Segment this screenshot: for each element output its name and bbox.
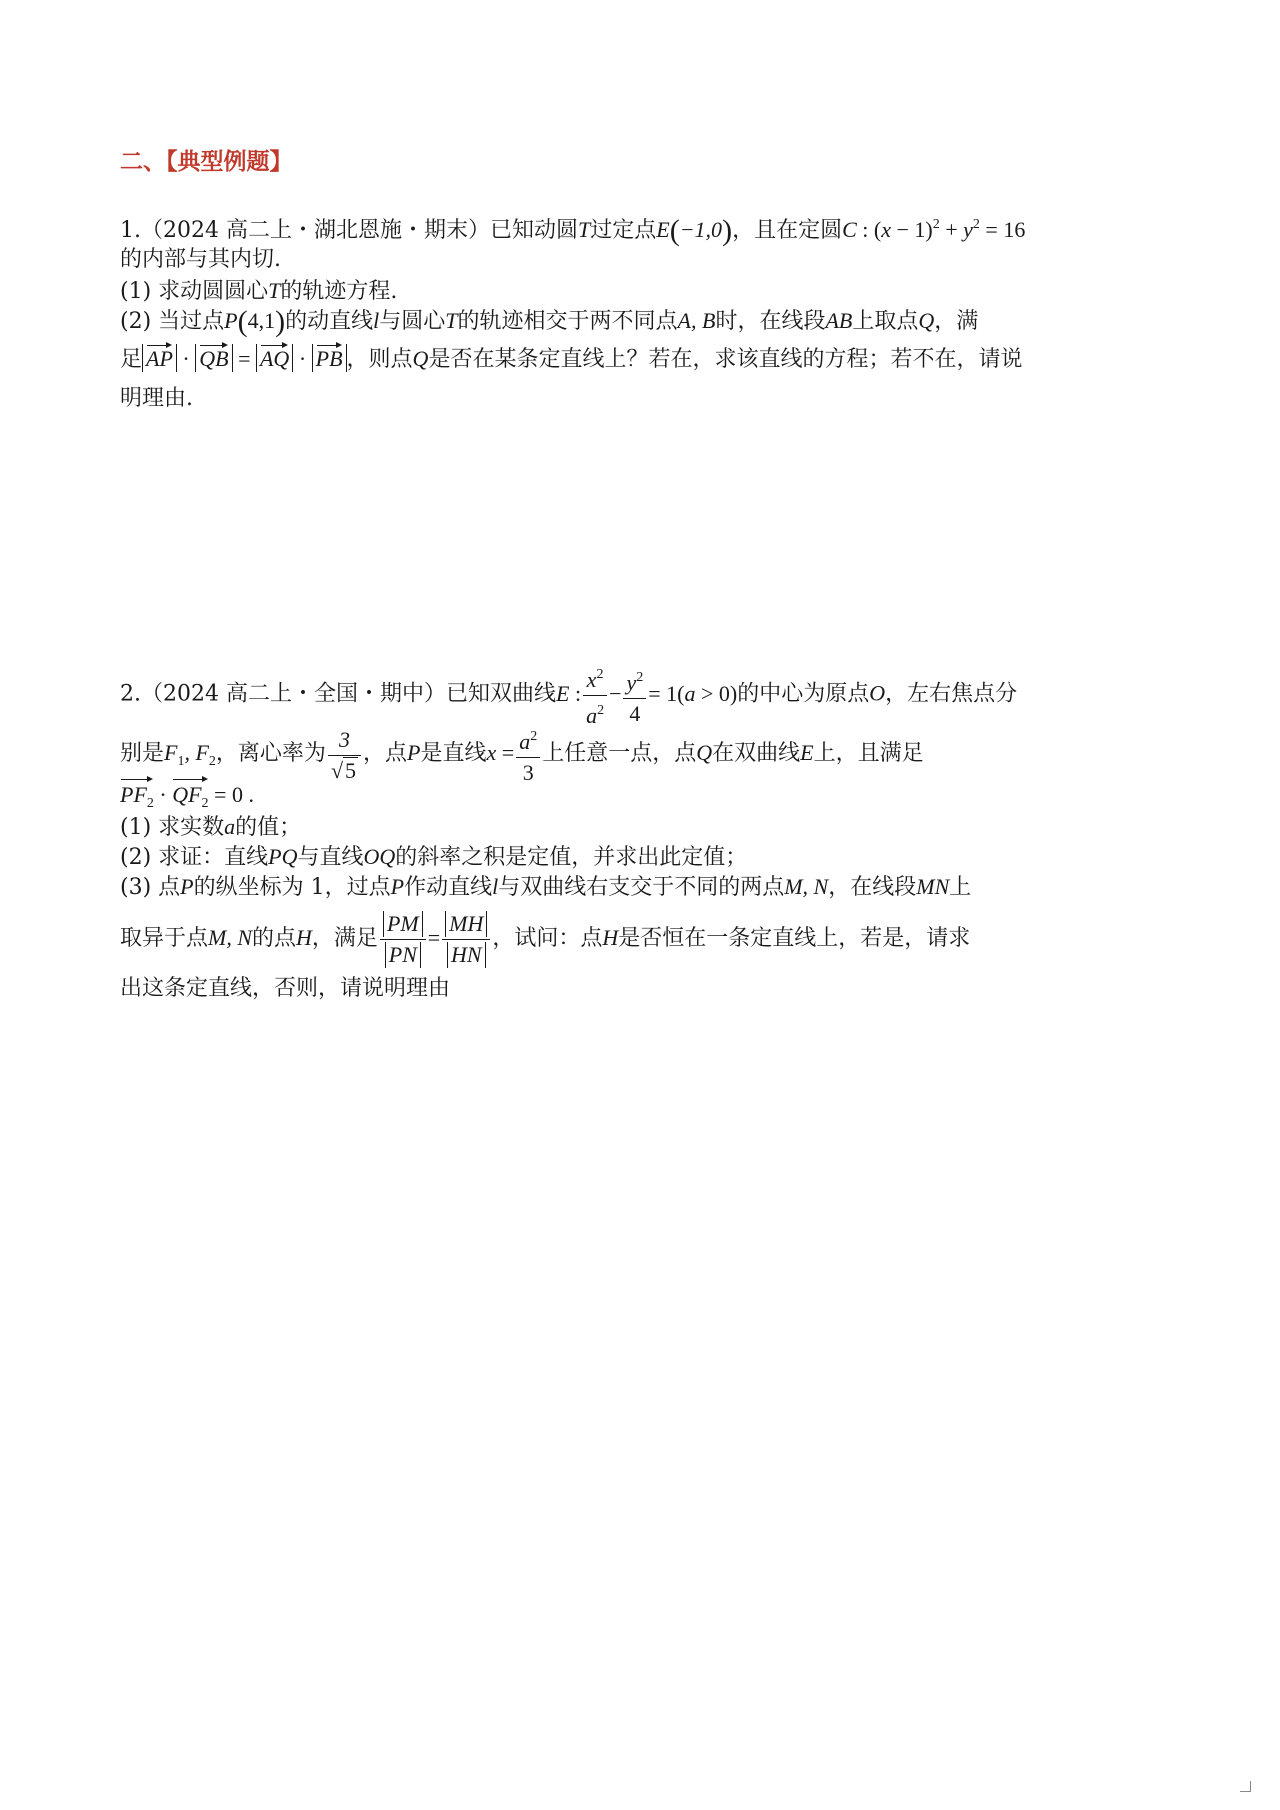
math-l: l (373, 308, 380, 333)
math-T: T (445, 308, 458, 333)
problem1-text: 过定点 (590, 218, 657, 243)
section-title: 二、【典型例题】 (120, 148, 293, 175)
problem1-cond-text: 是否在某条定直线上？若在，求该直线的方程；若不在，请说 (428, 347, 1023, 372)
problem1-part2-text: 时，在线段 (715, 309, 826, 334)
problem2-part3-line3: 出这条定直线，否则，请说明理由 (120, 976, 451, 1001)
math-vector-equation: AP · QB = AQ · PB (142, 346, 347, 371)
problem1-part2-text: (2) 当过点 (120, 309, 225, 334)
problem1-line2: 的内部与其内切. (120, 247, 281, 272)
problem2-part3-text: 的纵坐标为 1，过点 (193, 875, 391, 900)
problem2-part1-text: 的值； (235, 815, 302, 840)
math-Q: Q (696, 740, 713, 766)
problem1-part2-text: 的轨迹相交于两不同点 (457, 309, 678, 334)
problem2-part3-text: 取异于点 (120, 926, 209, 951)
math-T: T (268, 278, 281, 303)
math-foci: $F_1$, $F_2$ (164, 740, 216, 770)
problem1-intro: 1.（2024 高二上・湖北恩施・期末）已知动圆 (120, 218, 578, 243)
problem2-part3-text: ，在线段 (828, 875, 917, 900)
problem2-part2 (120, 842, 1180, 873)
problem1-line1 (120, 210, 1180, 246)
problem2-text: 的中心为原点 (737, 681, 870, 707)
problem2-part3-text: 是否恒在一条定直线上，若是，请求 (618, 926, 971, 951)
problem2-text: 别是 (120, 741, 165, 767)
problem1-part2-text: ，满 (934, 309, 979, 334)
problem2-part3-text: 作动直线 (404, 875, 493, 900)
problem1-part2-text: 上取点 (852, 309, 919, 334)
problem1-part1-text: (1) 求动圆圆心 (120, 279, 269, 304)
math-hyperbola-E: E : $\frac{x^2}{a^2}$ − $\frac{y^2}{4}$ = 1(a > 0) (556, 681, 737, 706)
problem2-text: ，点 (363, 741, 408, 767)
math-MN-points: M, N (208, 925, 253, 950)
math-P: P (180, 874, 194, 899)
math-point-P: P(4,1) (224, 305, 286, 338)
math-P: P (390, 874, 405, 899)
problem1-text: ，且在定圆 (732, 218, 843, 243)
problem2-text: 上，且满足 (813, 741, 924, 767)
problem2-part3-text: ，试问：点 (492, 926, 603, 951)
problem2-text: ，左右焦点分 (885, 681, 1018, 707)
math-circle-C: C : $(x - 1)^2 + y^2 = 16$ (842, 217, 1026, 242)
math-dot-product: $PF_2 \cdot QF_2 = 0$ . (120, 782, 254, 807)
math-l: l (492, 874, 499, 899)
math-MN: MN (916, 874, 950, 899)
problem2-intro: 2.（2024 高二上・全国・期中）已知双曲线 (120, 681, 556, 707)
problem2-part3-text: 上 (949, 875, 972, 900)
problem1-end: 明理由. (120, 386, 193, 411)
problem2-part3 (120, 872, 1180, 903)
math-T: T (577, 217, 591, 242)
problem2-part1-text: (1) 求实数 (120, 815, 225, 840)
problem1-condition (120, 344, 1180, 375)
math-point-E: E(−1,0) (656, 214, 733, 247)
problem2-part3-text: ，满足 (311, 926, 378, 951)
problem1-cond-text: ，则点 (346, 347, 413, 372)
problem1-part2 (120, 306, 1180, 337)
math-eccentricity: $\frac{3}{√5}$ (326, 740, 363, 765)
problem2-part3-line2 (120, 905, 1180, 972)
math-a: a (224, 814, 236, 839)
math-AB: AB (825, 308, 853, 333)
problem1-part2-text: 与圆心 (379, 309, 446, 334)
problem2-part2-text: 与直线 (297, 845, 364, 870)
math-H: H (602, 925, 619, 950)
problem2-text: 是直线 (420, 741, 487, 767)
problem2-part2-text: (2) 求证：直线 (120, 845, 269, 870)
problem1-cond-text: 足 (120, 347, 143, 372)
math-H: H (296, 925, 312, 950)
problem2-part3-text: 的点 (252, 926, 297, 951)
page-corner-mark (1240, 1781, 1251, 1792)
problem1-part2-text: 的动直线 (285, 309, 374, 334)
math-E: E (800, 740, 814, 766)
problem1-part1 (120, 276, 1180, 307)
problem1-part1-text: 的轨迹方程. (280, 279, 398, 304)
math-AB-points: A, B (677, 308, 716, 333)
math-OQ: OQ (363, 844, 396, 869)
problem2-part3-text: (3) 点 (120, 875, 181, 900)
math-MN-points: M, N (784, 874, 829, 899)
math-O: O (869, 680, 886, 706)
problem2-part3-text: 与双曲线右支交于不同的两点 (498, 875, 785, 900)
math-line-x: x = $\frac{a^2}{3}$ (487, 740, 543, 765)
math-PQ: PQ (268, 844, 298, 869)
problem2-part2-text: 的斜率之积是定值，并求出此定值； (395, 845, 748, 870)
problem2-line1 (120, 660, 1180, 731)
problem2-text: 在双曲线 (712, 741, 801, 767)
math-P: P (407, 740, 421, 766)
problem2-part1 (120, 812, 1180, 843)
math-Q: Q (918, 308, 935, 333)
math-ratio-equation: $\frac{PM}{PN}$ = $\frac{MH}{HN}$ (378, 925, 492, 950)
math-Q: Q (412, 346, 429, 371)
problem2-text: ，离心率为 (215, 741, 326, 767)
problem2-text: 上任意一点，点 (542, 741, 697, 767)
